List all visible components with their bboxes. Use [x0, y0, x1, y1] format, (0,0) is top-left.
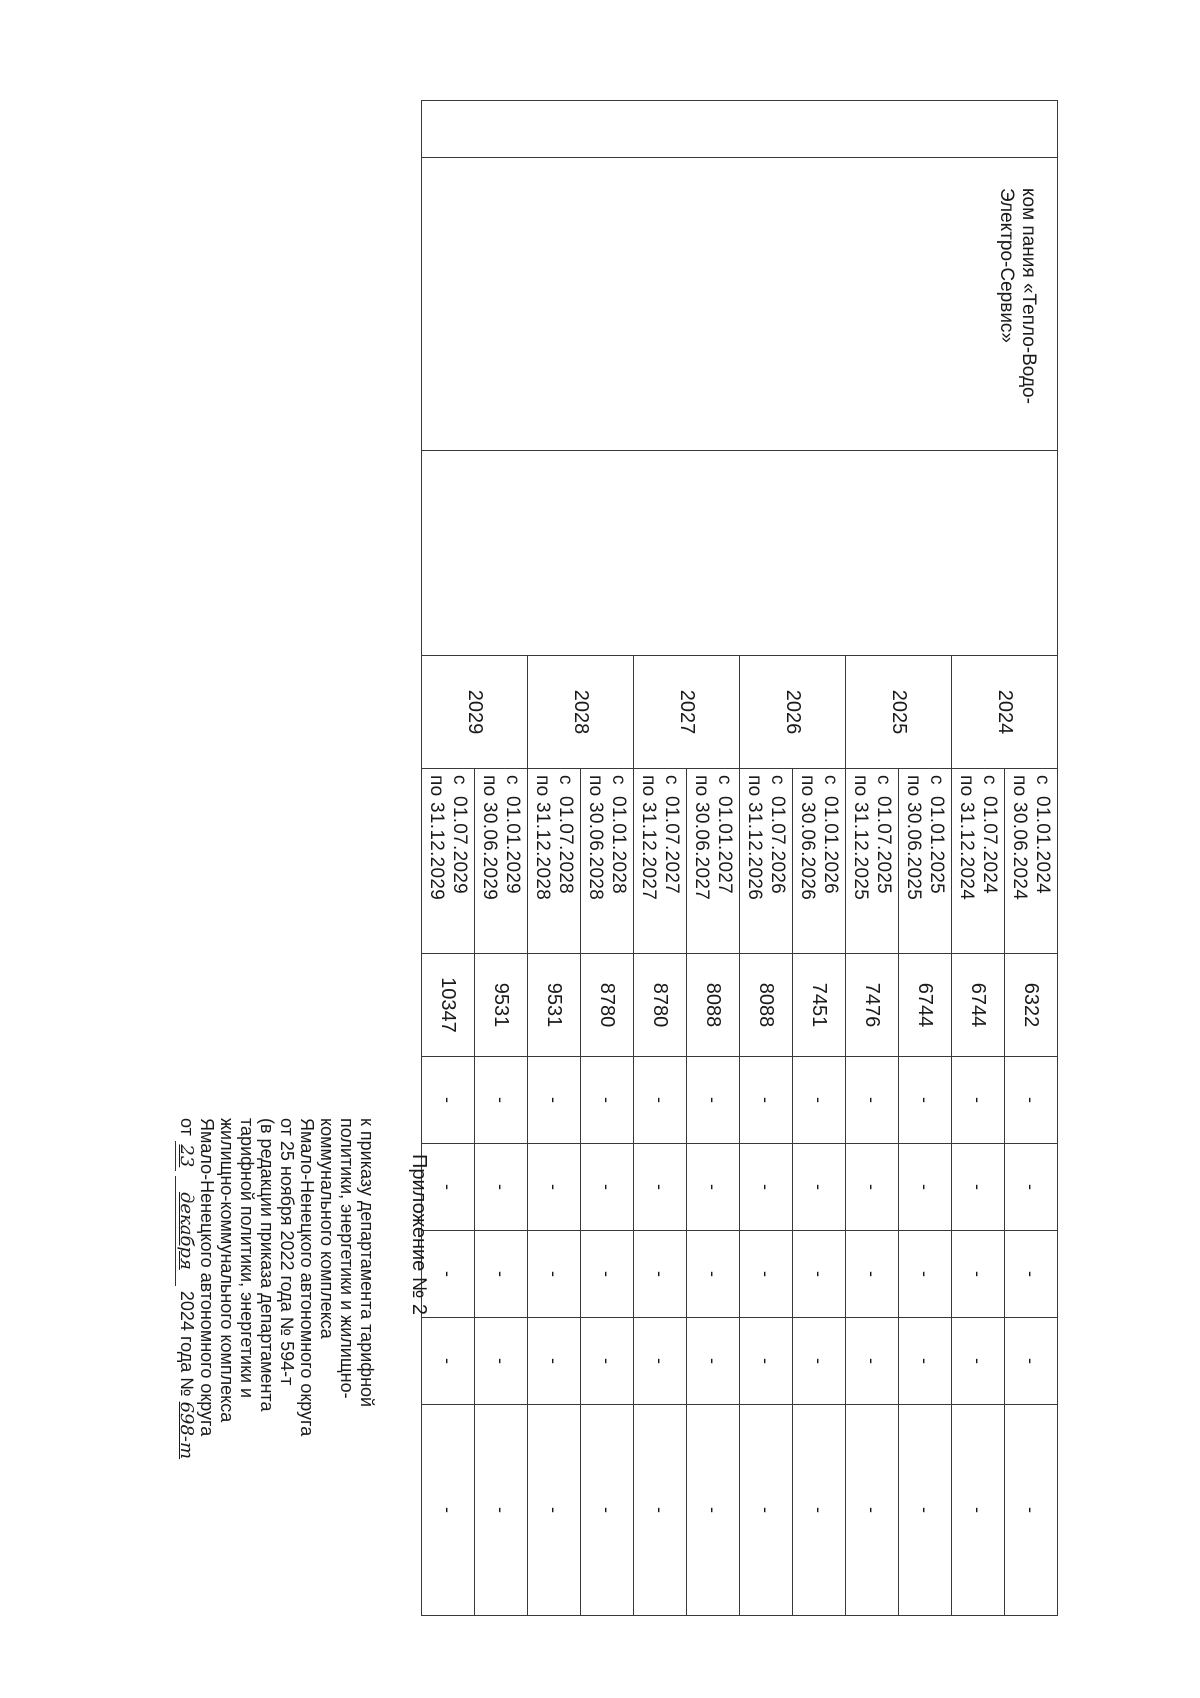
dash-cell: -	[1005, 1318, 1058, 1405]
dash-cell: -	[952, 1144, 1005, 1231]
tariff-value-cell: 9531	[475, 954, 528, 1057]
appendix-title: Приложение № 2	[408, 1154, 430, 1315]
year-cell: 2025	[846, 656, 952, 769]
appendix-line: коммунального комплекса	[317, 1118, 337, 1339]
year-cell: 2027	[634, 656, 740, 769]
period-from: с 01.07.2024	[979, 775, 1000, 895]
year-cell: 2024	[952, 656, 1058, 769]
period-from: с 01.07.2025	[873, 775, 894, 895]
dash-cell: -	[846, 1405, 899, 1616]
order-date-line	[175, 1118, 197, 1678]
dash-cell: -	[793, 1405, 846, 1616]
appendix-line: политики, энергетики и жилищно-	[337, 1118, 357, 1399]
dash-cell: -	[528, 1144, 581, 1231]
empty-cell	[422, 101, 1058, 158]
period-cell	[634, 769, 687, 954]
date-day: 23	[176, 1144, 197, 1168]
tariff-value-cell: 8780	[581, 954, 634, 1057]
period-to: по 31.12.2025	[850, 775, 871, 901]
dash-cell: -	[422, 1144, 475, 1231]
period-cell	[952, 769, 1005, 954]
dash-cell: -	[1005, 1405, 1058, 1616]
tariff-value-cell: 8088	[740, 954, 793, 1057]
dash-cell: -	[952, 1231, 1005, 1318]
dash-cell: -	[422, 1231, 475, 1318]
period-cell	[899, 769, 952, 954]
dash-cell: -	[899, 1231, 952, 1318]
appendix-line: к приказу департамента тарифной	[357, 1118, 377, 1408]
period-to: по 30.06.2024	[1009, 775, 1030, 901]
dash-cell: -	[528, 1405, 581, 1616]
period-to: по 30.06.2025	[903, 775, 924, 901]
tariff-value-cell: 9531	[528, 954, 581, 1057]
dash-cell: -	[1005, 1057, 1058, 1144]
dash-cell: -	[475, 1144, 528, 1231]
dash-cell: -	[422, 1405, 475, 1616]
dash-cell: -	[740, 1231, 793, 1318]
dash-cell: -	[687, 1318, 740, 1405]
period-from: с 01.01.2028	[608, 775, 629, 895]
dash-cell: -	[528, 1057, 581, 1144]
dash-cell: -	[528, 1318, 581, 1405]
dash-cell: -	[634, 1057, 687, 1144]
dash-cell: -	[899, 1057, 952, 1144]
date-month-blank	[175, 1176, 197, 1286]
dash-cell: -	[1005, 1144, 1058, 1231]
period-cell	[475, 769, 528, 954]
appendix-line: жилищно-коммунального комплекса	[217, 1118, 237, 1423]
tariff-value-cell: 8088	[687, 954, 740, 1057]
date-year-text: 2024 года №	[177, 1290, 197, 1397]
year-cell: 2029	[422, 656, 528, 769]
dash-cell: -	[687, 1405, 740, 1616]
appendix-line: (в редакции приказа департамента	[257, 1118, 277, 1412]
appendix-line: тарифной политики, энергетики и	[237, 1118, 257, 1399]
dash-cell: -	[740, 1057, 793, 1144]
period-cell	[581, 769, 634, 954]
blank-cell	[422, 451, 1058, 656]
period-to: по 30.06.2027	[691, 775, 712, 901]
dash-cell: -	[581, 1231, 634, 1318]
period-cell	[846, 769, 899, 954]
order-number: 698-т	[176, 1401, 197, 1460]
dash-cell: -	[846, 1231, 899, 1318]
tariff-value-cell: 10347	[422, 954, 475, 1057]
company-name-cell	[422, 158, 1058, 451]
company-name: ком пания «Тепло-Водо-Электро-Сервис»	[996, 188, 1039, 404]
tariff-value-cell: 6744	[952, 954, 1005, 1057]
period-from: с 01.07.2026	[767, 775, 788, 895]
tariff-value-cell: 6744	[899, 954, 952, 1057]
period-to: по 30.06.2026	[797, 775, 818, 901]
period-cell	[1005, 769, 1058, 954]
tariff-table	[421, 100, 1058, 1616]
period-to: по 31.12.2024	[956, 775, 977, 901]
tariff-value-cell: 6322	[1005, 954, 1058, 1057]
date-month: декабря	[176, 1191, 197, 1270]
period-cell	[528, 769, 581, 954]
period-from: с 01.07.2028	[555, 775, 576, 895]
period-from: с 01.01.2026	[820, 775, 841, 895]
dash-cell: -	[634, 1405, 687, 1616]
appendix-line: от 25 ноября 2022 года № 594-т	[277, 1118, 297, 1386]
tariff-value-cell: 8780	[634, 954, 687, 1057]
period-to: по 31.12.2028	[532, 775, 553, 901]
dash-cell: -	[846, 1318, 899, 1405]
date-day-blank	[175, 1141, 197, 1171]
period-to: по 30.06.2029	[479, 775, 500, 901]
period-cell	[422, 769, 475, 954]
dash-cell: -	[899, 1318, 952, 1405]
dash-cell: -	[687, 1144, 740, 1231]
tariff-value-cell: 7476	[846, 954, 899, 1057]
period-from: с 01.01.2025	[926, 775, 947, 895]
dash-cell: -	[952, 1405, 1005, 1616]
dash-cell: -	[687, 1231, 740, 1318]
dash-cell: -	[793, 1144, 846, 1231]
appendix-header	[175, 1118, 430, 1678]
dash-cell: -	[952, 1318, 1005, 1405]
appendix-line: Ямало-Ненецкого автономного округа	[197, 1118, 217, 1437]
dash-cell: -	[846, 1057, 899, 1144]
date-prefix: от	[177, 1118, 197, 1136]
dash-cell: -	[475, 1231, 528, 1318]
dash-cell: -	[581, 1144, 634, 1231]
dash-cell: -	[475, 1405, 528, 1616]
tariff-table-wrapper	[421, 100, 1058, 1522]
dash-cell: -	[740, 1318, 793, 1405]
period-from: с 01.07.2027	[661, 775, 682, 895]
period-to: по 30.06.2028	[585, 775, 606, 901]
period-to: по 31.12.2029	[426, 775, 447, 901]
dash-cell: -	[793, 1318, 846, 1405]
table-row	[1005, 101, 1058, 1616]
period-from: с 01.01.2024	[1032, 775, 1053, 895]
dash-cell: -	[528, 1231, 581, 1318]
period-cell	[793, 769, 846, 954]
dash-cell: -	[475, 1318, 528, 1405]
dash-cell: -	[952, 1057, 1005, 1144]
dash-cell: -	[899, 1144, 952, 1231]
dash-cell: -	[740, 1144, 793, 1231]
period-from: с 01.07.2029	[449, 775, 470, 895]
period-cell	[740, 769, 793, 954]
dash-cell: -	[581, 1405, 634, 1616]
dash-cell: -	[793, 1231, 846, 1318]
appendix-line: Ямало-Ненецкого автономного округа	[297, 1118, 317, 1437]
dash-cell: -	[846, 1144, 899, 1231]
dash-cell: -	[581, 1057, 634, 1144]
period-to: по 31.12.2026	[744, 775, 765, 901]
dash-cell: -	[634, 1144, 687, 1231]
appendix-lines	[197, 1118, 377, 1678]
dash-cell: -	[687, 1057, 740, 1144]
dash-cell: -	[422, 1318, 475, 1405]
period-cell	[687, 769, 740, 954]
dash-cell: -	[581, 1318, 634, 1405]
dash-cell: -	[793, 1057, 846, 1144]
year-cell: 2026	[740, 656, 846, 769]
dash-cell: -	[475, 1057, 528, 1144]
dash-cell: -	[1005, 1231, 1058, 1318]
tariff-value-cell: 7451	[793, 954, 846, 1057]
period-to: по 31.12.2027	[638, 775, 659, 901]
dash-cell: -	[740, 1405, 793, 1616]
dash-cell: -	[634, 1318, 687, 1405]
dash-cell: -	[899, 1405, 952, 1616]
dash-cell: -	[422, 1057, 475, 1144]
tariff-table-body	[422, 101, 1058, 1616]
year-cell: 2028	[528, 656, 634, 769]
dash-cell: -	[634, 1231, 687, 1318]
period-from: с 01.01.2027	[714, 775, 735, 895]
period-from: с 01.01.2029	[502, 775, 523, 895]
